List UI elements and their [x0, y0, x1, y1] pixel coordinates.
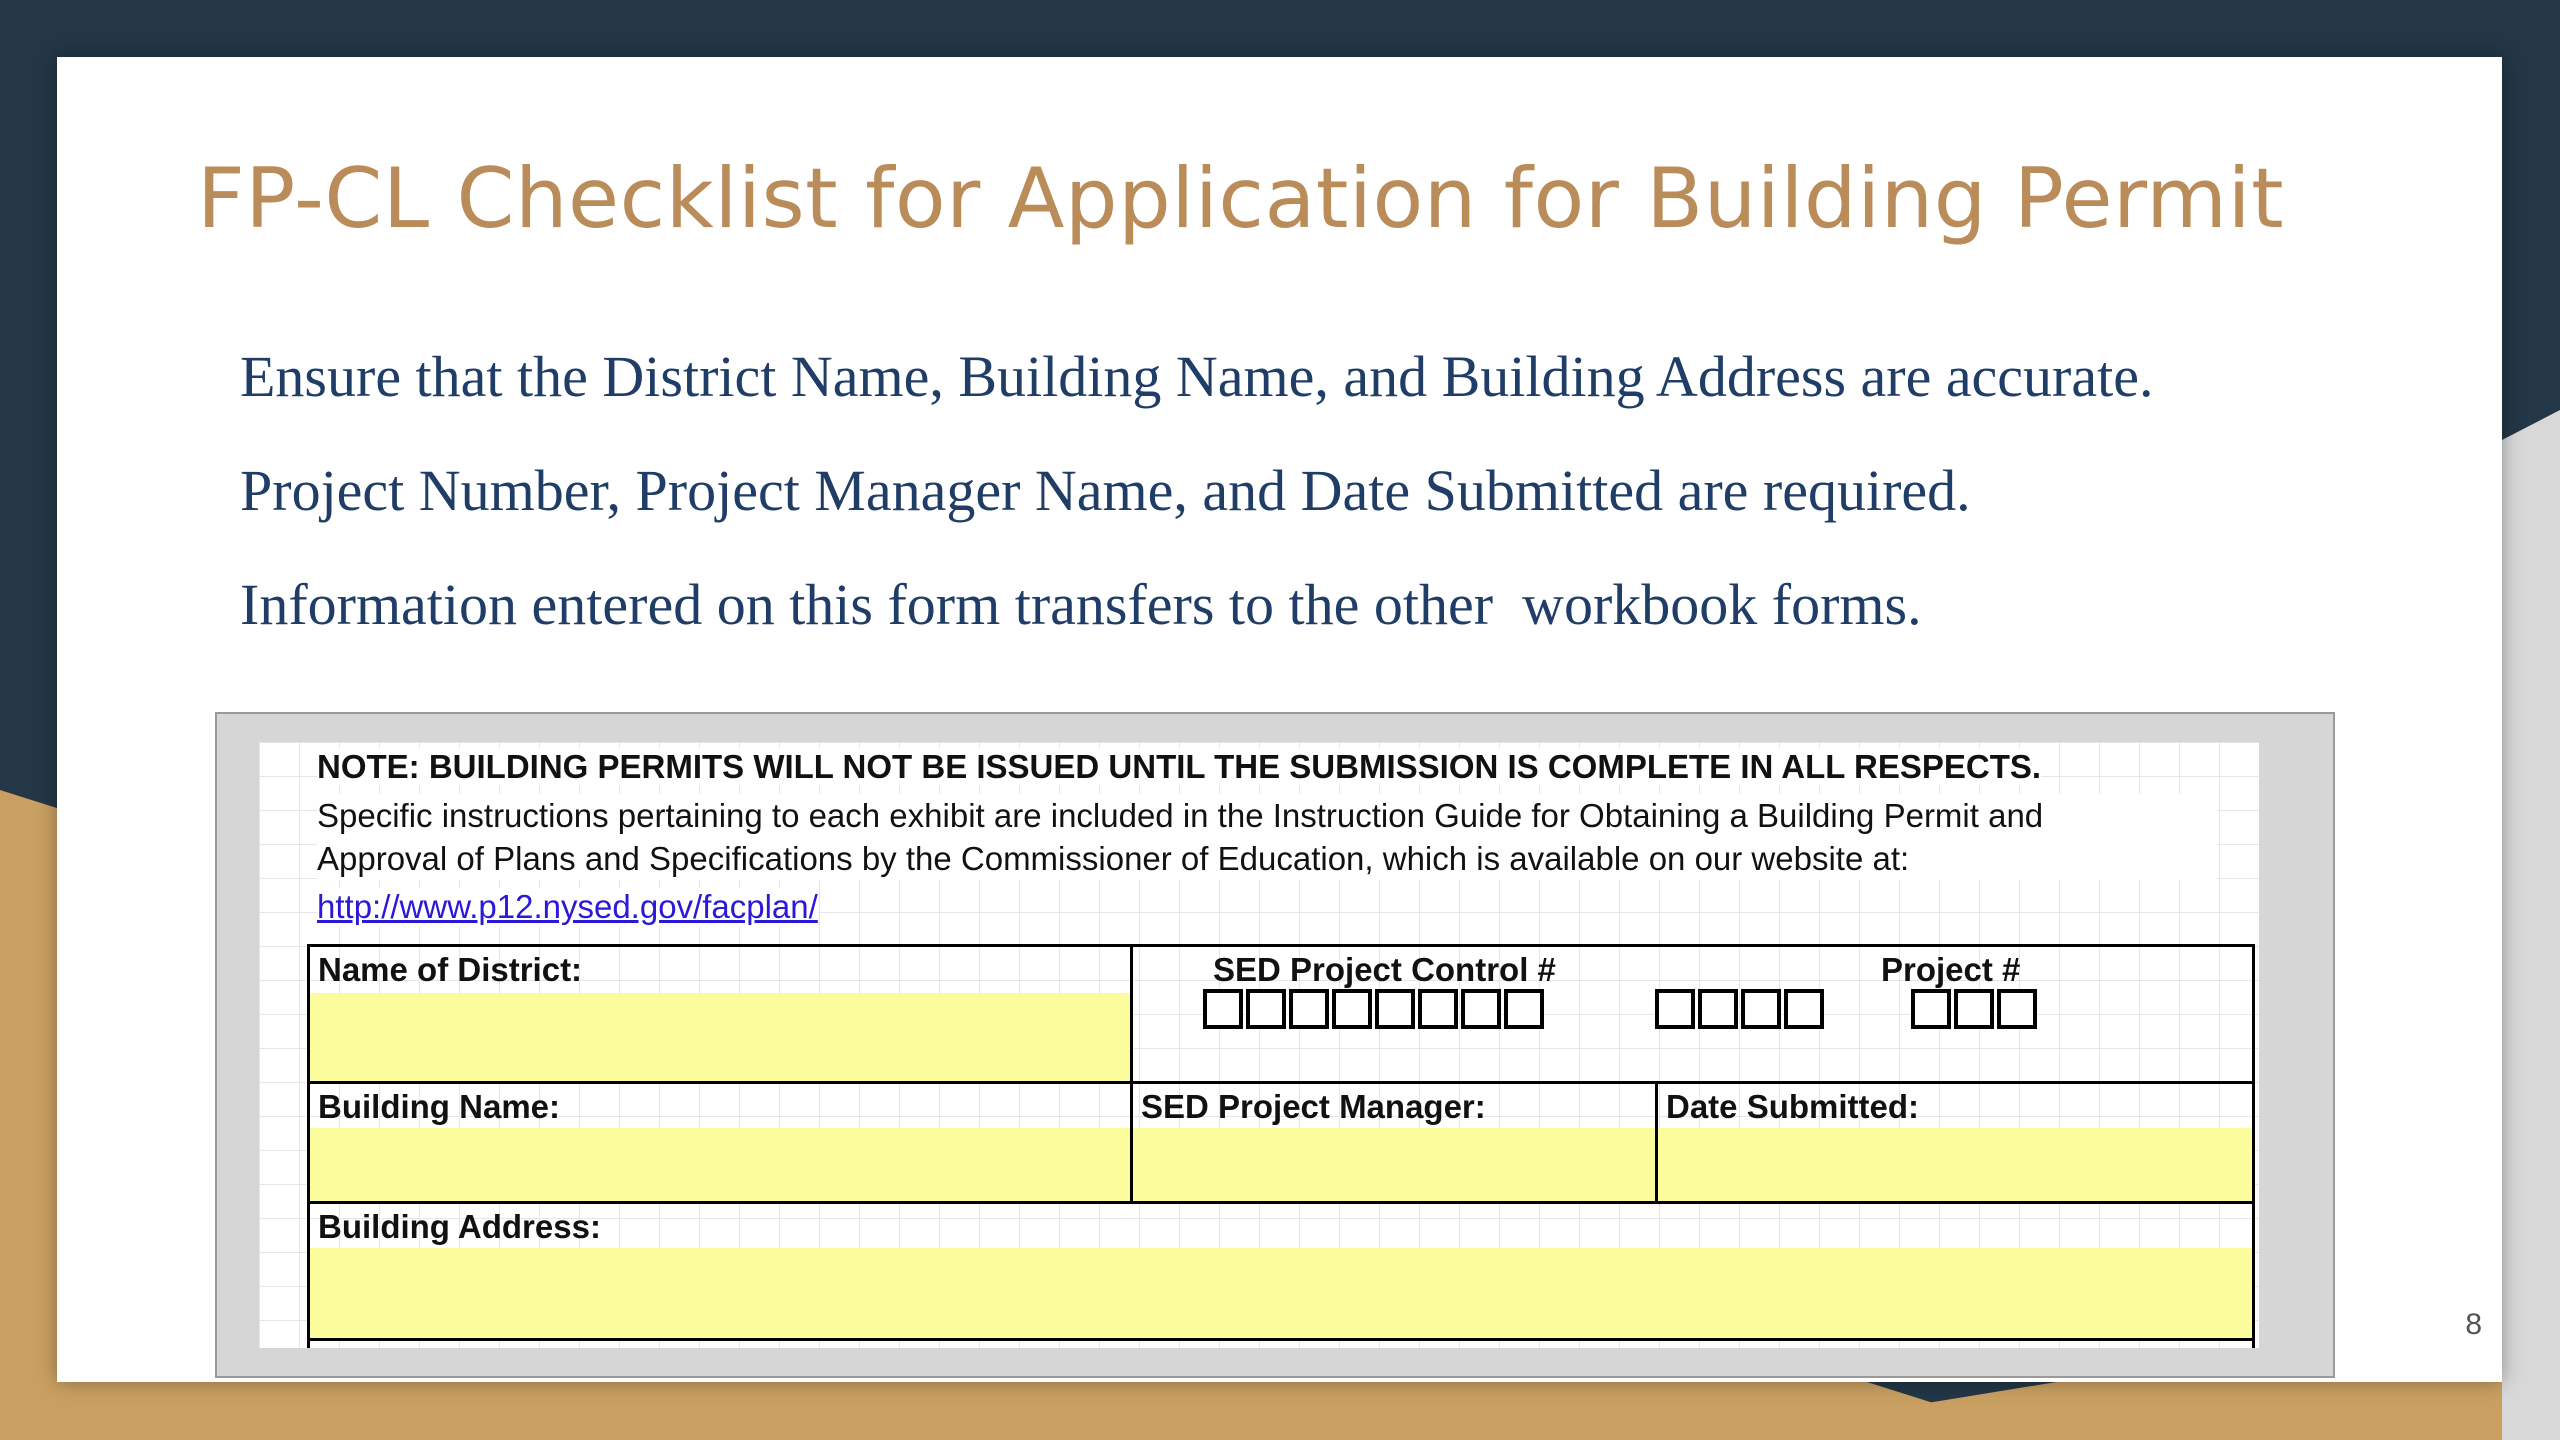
slide-body — [240, 320, 2490, 662]
digit-box[interactable] — [1332, 989, 1372, 1029]
body-line-3: Information entered on this form transfers to the other workbook forms. — [240, 572, 1922, 637]
control-number-boxes-a[interactable] — [1203, 989, 1547, 1029]
building-name-cell — [310, 1084, 1130, 1201]
form-note: NOTE: BUILDING PERMITS WILL NOT BE ISSUED UNTIL THE SUBMISSION IS COMPLETE IN ALL RESPECTS. — [317, 748, 2042, 785]
date-submitted-input[interactable] — [1658, 1128, 2252, 1201]
slide-title: FP-CL Checklist for Application for Building Permit — [197, 150, 2285, 247]
digit-box[interactable] — [1289, 989, 1329, 1029]
divider — [310, 1338, 2252, 1341]
digit-box[interactable] — [1203, 989, 1243, 1029]
instructions-line-1: Specific instructions pertaining to each exhibit are included in the Instruction Guide for Obtaining a Building Permit and — [317, 797, 2044, 834]
project-manager-cell — [1133, 1084, 1655, 1201]
digit-box[interactable] — [1784, 989, 1824, 1029]
date-submitted-cell — [1658, 1084, 2252, 1201]
building-address-input[interactable] — [310, 1248, 2252, 1338]
digit-box[interactable] — [1375, 989, 1415, 1029]
digit-box[interactable] — [1246, 989, 1286, 1029]
digit-box[interactable] — [1954, 989, 1994, 1029]
project-number-boxes[interactable] — [1911, 989, 2040, 1029]
district-cell — [310, 947, 1130, 1081]
form-sheet — [259, 742, 2259, 1348]
digit-box[interactable] — [1418, 989, 1458, 1029]
building-name-label: Building Name: — [318, 1088, 561, 1125]
website-link[interactable]: http://www.p12.nysed.gov/facplan/ — [317, 888, 818, 925]
building-address-cell — [310, 1204, 2252, 1348]
district-input[interactable] — [310, 993, 1130, 1081]
digit-box[interactable] — [1655, 989, 1695, 1029]
page-number: 8 — [2465, 1308, 2482, 1341]
digit-box[interactable] — [1741, 989, 1781, 1029]
sed-project-control-label: SED Project Control # — [1213, 951, 1556, 988]
slide — [57, 57, 2502, 1382]
instructions-line-2: Approval of Plans and Specifications by the Commissioner of Education, which is available on our website at: — [317, 840, 1910, 877]
project-numbers-cell — [1133, 947, 2252, 1081]
body-line-1: Ensure that the District Name, Building Name, and Building Address are accurate. — [240, 344, 2154, 409]
control-number-boxes-b[interactable] — [1655, 989, 1827, 1029]
building-name-input[interactable] — [310, 1128, 1130, 1201]
digit-box[interactable] — [1461, 989, 1501, 1029]
body-line-2: Project Number, Project Manager Name, and Date Submitted are required. — [240, 458, 1971, 523]
form-fields-table — [307, 944, 2255, 1348]
form-screenshot — [215, 712, 2335, 1378]
date-submitted-label: Date Submitted: — [1666, 1088, 1920, 1125]
project-number-label: Project # — [1881, 951, 2021, 988]
building-address-label: Building Address: — [318, 1208, 601, 1245]
form-instructions — [317, 794, 2217, 880]
digit-box[interactable] — [1504, 989, 1544, 1029]
project-manager-input[interactable] — [1133, 1128, 1655, 1201]
sed-project-manager-label: SED Project Manager: — [1141, 1088, 1486, 1125]
digit-box[interactable] — [1698, 989, 1738, 1029]
digit-box[interactable] — [1997, 989, 2037, 1029]
name-of-district-label: Name of District: — [318, 951, 583, 988]
digit-box[interactable] — [1911, 989, 1951, 1029]
